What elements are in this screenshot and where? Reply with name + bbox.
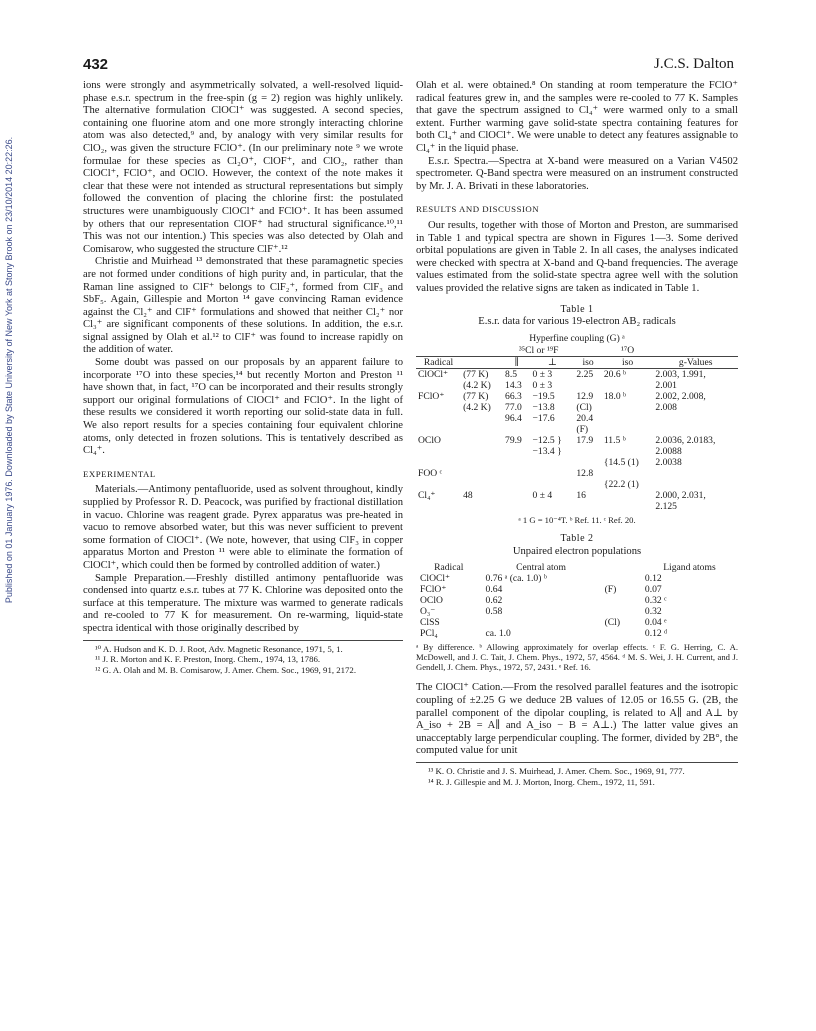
table-cell — [531, 501, 575, 512]
table-cell — [653, 424, 738, 435]
table-row — [416, 391, 738, 402]
table-cell — [416, 457, 461, 468]
table-row — [416, 595, 738, 606]
table-header-row — [416, 562, 738, 573]
table-cell: 17.9 — [576, 435, 594, 447]
table-cell — [574, 457, 601, 468]
table-cell: 2.25 — [576, 369, 594, 381]
table-cell: OClO — [420, 595, 443, 607]
table-cell: ∥ — [503, 357, 530, 369]
table-cell — [601, 573, 641, 584]
table-cell: ClSS — [420, 617, 440, 629]
table-cell — [503, 479, 530, 490]
table-cell: 79.9 — [505, 435, 522, 447]
paragraph: Olah et al. were obtained.⁸ On standing at room temperature the FClO⁺ radical features grew in, and the samples were re-cooled to 77 K. Samples that gave the spectrum assigned to Cl₄⁺ were warmed only to a small extent. Further warming gave solid-state spectra containing features for both Cl₄⁺ and ClOCl⁺. We were unable to detect any features assignable to Cl₄⁺ in the liquid phase. — [416, 80, 738, 154]
table-cell: 11.5 ᵇ — [603, 435, 626, 447]
table-cell: 66.3 — [505, 391, 522, 403]
table-cell: 77.0 — [505, 402, 522, 414]
table-cell — [601, 606, 641, 617]
table-cell: 0 ± 3 — [532, 380, 553, 392]
footnote: ¹⁴ R. J. Gillespie and M. J. Morton, Inorg. Chem., 1972, 11, 591. — [428, 776, 655, 787]
section-heading-results: RESULTS AND DISCUSSION — [416, 204, 540, 215]
table-row — [416, 380, 738, 391]
table-cell — [461, 446, 503, 457]
paragraph: E.s.r. Spectra.—Spectra at X-band were measured on a Varian V4502 spectrometer. Q-Band spectra were measured on an instrument constructed by Mr. J. A. Brivati in these laboratories. — [416, 155, 738, 192]
table-cell — [503, 424, 530, 435]
table-cell: Cl₄⁺ — [418, 490, 436, 502]
table-row — [416, 501, 738, 512]
table-cell: 2.002, 2.008, — [655, 391, 706, 403]
table-cell: 14.3 — [505, 380, 522, 392]
table-cell — [602, 446, 654, 457]
table2-footnote: ᵃ By difference. ᵇ Allowing approximately for overlap effects. ᶜ F. G. Herring, C. A. McDowell, and J. C. Tait, J. Chem. Phys., 1972, 57, 4564. ᵈ M. S. Wei, J. H. Current, and J. Gendell, J. Chem. Phys., 1972, 57, 2431. ᵉ Ref. 16. — [416, 642, 738, 673]
table-cell: Radical — [434, 562, 464, 574]
table2-title: Unpaired electron populations — [512, 545, 642, 557]
table-cell: −17.6 — [532, 413, 555, 425]
paragraph: ions were strongly and asymmetrically solvated, a well-resolved liquid-phase e.s.r. spectrum in the free-spin (g = 2) region was highly unlikely. The alternative formulation ClOCl⁺ was suggested. A second species, containing one fluorine atom and one more strongly interacting chlorine atom was also detected,⁹ and, by analogy with very similar results for ClO₂, was given the structure FClO⁺. (In our preliminary note ⁹ we wrote formulae for these species as Cl₂O⁺, ClOF⁺, and ClO₂, rather than ClOCl⁺, FClO⁺, and OClO. However, the context of the note makes it clear that these were not intended as structural representations but simply followed the convention of placing the chlorine first: the postulated structures were unambiguously ClOCl⁺ and FClO⁺. It has been assumed by others that our representation ClOF⁺ had structural significance.¹⁰,¹¹ This was not our intention.) This species was also detected by Olah and Comisarow, who suggested the structure ClF⁺.¹² — [83, 80, 403, 255]
footnote-rule — [83, 640, 403, 641]
table-cell — [602, 424, 654, 435]
table-cell: −13.4 } — [532, 446, 562, 458]
table-cell: 2.000, 2.031, — [655, 490, 706, 502]
table-cell — [482, 617, 601, 628]
table-cell: 8.5 — [505, 369, 518, 381]
table-cell: (77 K) — [463, 369, 489, 381]
table1-subheader: ³⁵Cl or ¹⁹F — [503, 345, 574, 357]
table-cell: (4.2 K) — [463, 380, 491, 392]
table-cell: Central atom — [516, 562, 566, 574]
table-cell: O₃⁻ — [420, 606, 436, 618]
table-cell: Radical — [416, 357, 461, 369]
right-column — [416, 80, 738, 787]
footnote: ¹³ K. O. Christie and J. S. Muirhead, J. Amer. Chem. Soc., 1969, 91, 777. — [428, 766, 685, 777]
table-cell: ⊥ — [531, 357, 575, 369]
table-cell: ClOCl⁺ — [418, 369, 449, 381]
table-cell: 0.32 ᶜ — [644, 595, 667, 607]
table-cell — [503, 501, 530, 512]
table-cell — [461, 457, 503, 468]
table1-caption: Table 1 — [560, 303, 594, 315]
table-cell: Ligand atoms — [663, 562, 716, 574]
table-cell — [461, 357, 503, 369]
table-row — [416, 369, 738, 381]
table-row — [416, 490, 738, 501]
table-cell: (F) — [576, 424, 589, 436]
table-cell — [503, 468, 530, 479]
table2 — [416, 562, 738, 639]
table-cell: ca. 1.0 — [485, 628, 511, 640]
table-cell: −19.5 — [532, 391, 555, 403]
table-cell: 0.62 — [485, 595, 503, 607]
left-column — [83, 80, 403, 675]
table-cell — [574, 501, 601, 512]
table-cell: 0.64 — [485, 584, 503, 596]
table-cell: 48 — [463, 490, 473, 502]
table-cell: −12.5 } — [532, 435, 562, 447]
table-cell: {22.2 (1) — [603, 479, 639, 491]
paragraph: Christie and Muirhead ¹³ demonstrated that these paramagnetic species are not formed under conditions of high purity and, in particular, that the Raman line assigned to ClF⁺ belongs to ClF₂⁺, formed from ClF₃ and SbF₅. Again, Gillespie and Morton ¹⁴ gave convincing Raman evidence against the Cl₂⁺ and ClF⁺ formulations and showed that neither Cl₂⁺ nor Cl₃⁺ are significant components of these solutions. In addition, the e.s.r. signal assigned by Olah et al.¹² to ClF⁺ was found to increase rapidly on the addition of water. — [83, 256, 403, 356]
table-cell: FClO⁺ — [418, 391, 445, 403]
table-cell: 0.58 — [485, 606, 503, 618]
table-cell: 0 ± 3 — [532, 369, 553, 381]
table-cell: 0.07 — [644, 584, 662, 596]
table-cell — [574, 479, 601, 490]
table-cell: 0.12 ᵈ — [644, 628, 668, 640]
footnote: ¹¹ J. R. Morton and K. F. Preston, Inorg. Chem., 1974, 13, 1786. — [95, 654, 321, 665]
table-row — [416, 446, 738, 457]
table-cell: 2.125 — [655, 501, 677, 513]
table-cell: 16 — [576, 490, 586, 502]
table1-group-header: Hyperfine coupling (G) ᵃ — [529, 332, 625, 344]
paragraph: Our results, together with those of Morton and Preston, are summarised in Table 1 and typical spectra are shown in Figures 1—3. Some derived orbital populations are given in Table 2. In all cases, the analyses indicated were checked with spectra at X-band and Q-band frequencies. The average values estimated from the solid-state spectra agree well with the solution values provided the relative signs are taken as indicated in Table 1. — [416, 219, 738, 294]
table-cell — [461, 479, 503, 490]
table-cell — [503, 490, 530, 501]
table-cell: iso — [574, 357, 601, 369]
table-cell: 0.76 ᵃ (ca. 1.0) ᵇ — [485, 573, 547, 585]
table-cell: 12.8 — [576, 468, 594, 480]
journal-title: J.C.S. Dalton — [653, 56, 734, 72]
table-row — [416, 424, 738, 435]
table-cell — [461, 435, 503, 446]
table-cell: 2.0088 — [655, 446, 682, 458]
table-cell — [416, 479, 461, 490]
table-cell: ClOCl⁺ — [420, 573, 451, 585]
table-row — [416, 435, 738, 446]
table-cell: 0 ± 4 — [532, 490, 553, 502]
table-cell: 20.4 — [576, 413, 594, 425]
table-cell: (4.2 K) — [463, 402, 491, 414]
table-cell: FOO ᶜ — [418, 468, 443, 480]
footnote: ¹² G. A. Olah and M. B. Comisarow, J. Amer. Chem. Soc., 1969, 91, 2172. — [95, 664, 357, 675]
table-cell — [602, 413, 654, 424]
table-cell — [461, 501, 503, 512]
table-cell: 20.6 ᵇ — [603, 369, 627, 381]
table-cell: (Cl) — [604, 617, 621, 629]
table-cell: 2.003, 1.991, — [655, 369, 706, 381]
table-cell — [601, 595, 641, 606]
table1-title: E.s.r. data for various 19-electron AB₂ radicals — [478, 316, 676, 328]
table-cell — [461, 424, 503, 435]
paragraph: The ClOCl⁺ Cation.—From the resolved parallel features and the isotropic coupling of ±2.25 G we deduce 2B values of 12.05 or 16.55 G. (2B, the parallel component of the dipolar coupling, is related to A∥ and A⊥ by A_iso + 2B = A∥ and A_iso − B = A⊥.) The latter value gives an unacceptably large perpendicular coupling. The former, divided by 2B°, the computed value for unit — [416, 682, 738, 757]
table-cell: OClO — [418, 435, 441, 447]
table-row — [416, 617, 738, 628]
table-cell — [653, 468, 738, 479]
table-cell: 2.008 — [655, 402, 677, 414]
table-cell: 12.9 — [576, 391, 594, 403]
table-cell: (77 K) — [463, 391, 489, 403]
page-number: 432 — [83, 56, 109, 73]
table1-footnote: ᵃ 1 G = 10⁻⁴T. ᵇ Ref. 11. ᶜ Ref. 20. — [518, 515, 636, 526]
table-cell: PCl₄ — [420, 628, 438, 640]
table-cell — [531, 457, 575, 468]
table-cell — [531, 424, 575, 435]
paragraph: Materials.—Antimony pentafluoride, used as solvent throughout, kindly supplied by Professor R. D. Peacock, was purified by fractional distillation in vacuo. Chlorine was reagent grade. Pyrex apparatus was pre-heated in vacuo to remove absorbed water, but this was never sufficient to prevent some formation of ClOCl⁺. (We note, however, that using ClF₃ in copper apparatus Morton and Preston ¹¹ were able to eliminate the formation of ClOCl⁺, which could then be formed by controlled addition of water.) — [83, 484, 403, 571]
paragraph: Some doubt was passed on our proposals by an apparent failure to incorporate ¹⁷O into these species,¹⁴ but recently Morton and Preston ¹¹ have shown that, in fact, ¹⁷O can be incorporated and their results strongly support our original formulations of ClOCl⁺ and FClO⁺. In the light of these results we considered it worth reporting our solid-state data in full. We also report results for a species containing four equivalent chlorine atoms, only detected in frozen solutions. This is tentatively described as Cl₄⁺. — [83, 357, 403, 457]
table-cell: (F) — [604, 584, 617, 596]
table-row — [416, 479, 738, 490]
table-cell — [416, 424, 461, 435]
table-cell: g-Values — [653, 357, 738, 369]
table-cell — [416, 501, 461, 512]
table-cell: 0.12 — [644, 573, 662, 585]
table-cell — [574, 446, 601, 457]
table-cell — [461, 413, 503, 424]
paragraph: Sample Preparation.—Freshly distilled antimony pentafluoride was condensed into quartz e.s.r. tubes at 77 K. Chlorine was deposited onto the surface at this temperature. The mixture was warmed to generate radicals and re-cooled to 77 K for measurement. On re-warming, liquid-state spectra identical with those originally described by — [83, 572, 403, 634]
download-stamp: Published on 01 January 1976. Downloaded by State University of New York at Stony Brook on 23/10/2014 20:22:26. — [4, 136, 14, 604]
footnote-rule — [416, 762, 738, 763]
table-cell: 96.4 — [505, 413, 522, 425]
table-cell — [653, 413, 738, 424]
table-cell — [503, 457, 530, 468]
table-header-row — [416, 345, 738, 357]
table-cell: 2.0038 — [655, 457, 682, 469]
table-cell: 18.0 ᵇ — [603, 391, 627, 403]
table-cell — [653, 479, 738, 490]
table-cell — [601, 562, 641, 573]
table2-caption: Table 2 — [560, 533, 594, 545]
table-row — [416, 468, 738, 479]
table-cell: −13.8 — [532, 402, 555, 414]
table-cell — [531, 479, 575, 490]
table-cell: {14.5 (1) — [603, 457, 639, 469]
table-cell: iso — [602, 357, 654, 369]
table-cell — [574, 380, 601, 391]
table-cell: FClO⁺ — [420, 584, 447, 596]
table-cell: 0.04 ᵉ — [644, 617, 667, 629]
table-cell — [416, 413, 461, 424]
table-cell: 2.0036, 2.0183, — [655, 435, 716, 447]
table1-body — [416, 369, 738, 513]
table-cell — [601, 628, 641, 639]
table-row — [416, 413, 738, 424]
table-row — [416, 628, 738, 639]
table-row — [416, 457, 738, 468]
table-cell: 0.32 — [644, 606, 662, 618]
table2-body — [416, 573, 738, 639]
table-cell — [416, 380, 461, 391]
section-heading-experimental: EXPERIMENTAL — [83, 468, 156, 479]
table-row — [416, 402, 738, 413]
table-cell — [416, 402, 461, 413]
table-cell — [503, 446, 530, 457]
table-cell — [461, 468, 503, 479]
table-cell — [602, 468, 654, 479]
table-cell — [602, 490, 654, 501]
table-row — [416, 573, 738, 584]
table-row — [416, 606, 738, 617]
table-cell — [602, 402, 654, 413]
table-cell — [531, 468, 575, 479]
table-row — [416, 584, 738, 595]
table-cell — [602, 380, 654, 391]
table1-o17-header: ¹⁷O — [602, 345, 654, 357]
table1 — [416, 345, 738, 512]
table-cell — [416, 446, 461, 457]
table-cell — [602, 501, 654, 512]
table-cell: 2.001 — [655, 380, 677, 392]
table-header-row — [416, 357, 738, 369]
table-cell: (Cl) — [576, 402, 592, 414]
footnote: ¹⁰ A. Hudson and K. D. J. Root, Adv. Magnetic Resonance, 1971, 5, 1. — [95, 643, 343, 654]
